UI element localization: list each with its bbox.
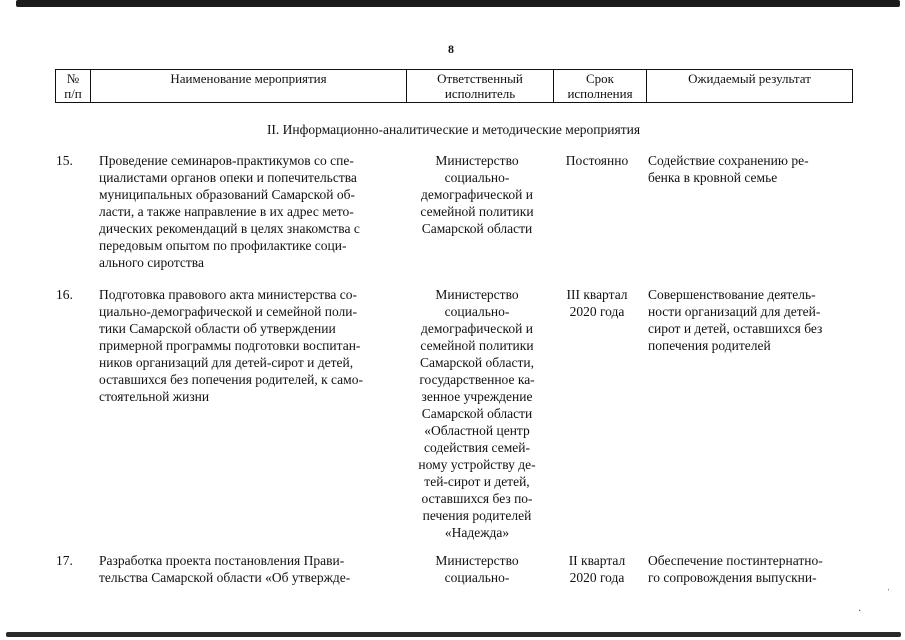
row-result <box>648 286 845 354</box>
row-responsible-line: демографической и <box>421 187 533 202</box>
row-responsible-line: оставшихся без по- <box>421 491 533 506</box>
row-result-line: ности организаций для детей- <box>648 304 821 319</box>
header-responsible <box>407 70 554 103</box>
row-activity-line: Проведение семинаров-практикумов со спе- <box>99 153 354 168</box>
row-responsible-line: тей-сирот и детей, <box>424 474 530 489</box>
row-result-line: сирот и детей, оставшихся без <box>648 321 823 336</box>
header-name-text: Наименование мероприятия <box>170 71 327 86</box>
header-deadline <box>554 70 647 103</box>
row-responsible-line: зенное учреждение <box>421 389 533 404</box>
row-responsible-line: Министерство <box>435 553 519 568</box>
row-number: 16. <box>56 287 73 302</box>
row-result-line: Содействие сохранению ре- <box>648 153 809 168</box>
row-result <box>648 152 845 186</box>
scan-top-edge <box>16 0 900 7</box>
page-number: 8 <box>448 42 454 56</box>
row-responsible-line: социально- <box>444 304 510 319</box>
header-number <box>56 70 91 103</box>
header-number-line-1: № <box>66 71 80 86</box>
row-responsible-line: «Надежда» <box>444 525 510 540</box>
row-activity-line: тельства Самарской области «Об утвержде- <box>99 570 351 585</box>
row-responsible-line: ному устройству де- <box>418 457 536 472</box>
row-deadline-line: 2020 года <box>569 304 625 319</box>
row-responsible-line: государственное ка- <box>419 372 535 387</box>
row-activity-line: циально-демографической и семейной поли- <box>99 304 357 319</box>
row-activity-name <box>99 552 402 586</box>
header-responsible-line-1: Ответственный <box>437 71 523 86</box>
row-result-line: Совершенствование деятель- <box>648 287 816 302</box>
row-deadline <box>553 552 641 586</box>
row-responsible <box>405 286 549 541</box>
row-responsible-line: Самарской области <box>421 221 533 236</box>
header-result <box>647 70 853 103</box>
row-result-line: попечения родителей <box>648 338 771 353</box>
row-activity-line: ласти, а также направление в их адрес мето- <box>99 204 354 219</box>
row-responsible-line: Министерство <box>435 287 519 302</box>
header-name <box>91 70 407 103</box>
row-deadline <box>553 152 641 169</box>
row-activity-line: муниципальных образований Самарской об- <box>99 187 355 202</box>
scan-speck: ˈ <box>887 588 891 599</box>
row-activity-line: тики Самарской области об утверждении <box>99 321 336 336</box>
row-result-line: бенка в кровной семье <box>648 170 778 185</box>
row-responsible-line: содействия семей- <box>424 440 530 455</box>
row-activity-line: ников организаций для детей-сирот и детей, <box>99 355 354 370</box>
row-responsible-line: Министерство <box>435 153 519 168</box>
row-responsible-line: демографической и <box>421 321 533 336</box>
scan-bottom-edge <box>6 632 901 637</box>
row-responsible-line: семейной политики <box>420 204 534 219</box>
row-result <box>648 552 845 586</box>
header-responsible-line-2: исполнитель <box>444 86 516 101</box>
row-deadline <box>553 286 641 320</box>
header-number-line-2: п/п <box>64 86 82 101</box>
row-responsible-line: Самарской области <box>421 406 533 421</box>
row-activity-name <box>99 152 402 271</box>
row-responsible-line: «Областной центр <box>424 423 530 438</box>
row-result-line: Обеспечение постинтернатно- <box>648 553 823 568</box>
row-activity-line: передовым опытом по профилактике соци- <box>99 238 347 253</box>
section-title: II. Информационно-аналитические и методические мероприятия <box>266 122 641 137</box>
scan-speck: · <box>858 606 862 617</box>
header-deadline-line-2: исполнения <box>567 86 633 101</box>
row-activity-line: ального сиротства <box>99 255 204 270</box>
row-responsible-line: семейной политики <box>420 338 534 353</box>
row-activity-line: стоятельной жизни <box>99 389 210 404</box>
row-activity-line: оставшихся без попечения родителей, к само- <box>99 372 363 387</box>
row-activity-line: Подготовка правового акта министерства со- <box>99 287 358 302</box>
row-deadline-line: 2020 года <box>569 570 625 585</box>
row-activity-line: примерной программы подготовки воспитан- <box>99 338 361 353</box>
row-responsible-line: Самарской области, <box>420 355 534 370</box>
header-result-text: Ожидаемый результат <box>688 71 811 86</box>
row-deadline-line: III квартал <box>566 287 628 302</box>
row-activity-line: Разработка проекта постановления Прави- <box>99 553 345 568</box>
row-responsible <box>405 152 549 237</box>
row-responsible-line: социально- <box>444 170 510 185</box>
row-number: 17. <box>56 553 73 568</box>
header-deadline-line-1: Срок <box>586 71 614 86</box>
row-number: 15. <box>56 153 73 168</box>
table-header <box>55 69 853 103</box>
row-result-line: го сопровождения выпускни- <box>648 570 817 585</box>
row-activity-name <box>99 286 402 405</box>
row-responsible-line: социально- <box>444 570 510 585</box>
row-responsible-line: печения родителей <box>422 508 532 523</box>
row-responsible <box>405 552 549 586</box>
row-activity-line: дических рекомендаций в целях знакомства с <box>99 221 360 236</box>
row-deadline-line: Постоянно <box>565 153 629 168</box>
row-deadline-line: II квартал <box>568 553 626 568</box>
row-activity-line: циалистами органов опеки и попечительства <box>99 170 357 185</box>
